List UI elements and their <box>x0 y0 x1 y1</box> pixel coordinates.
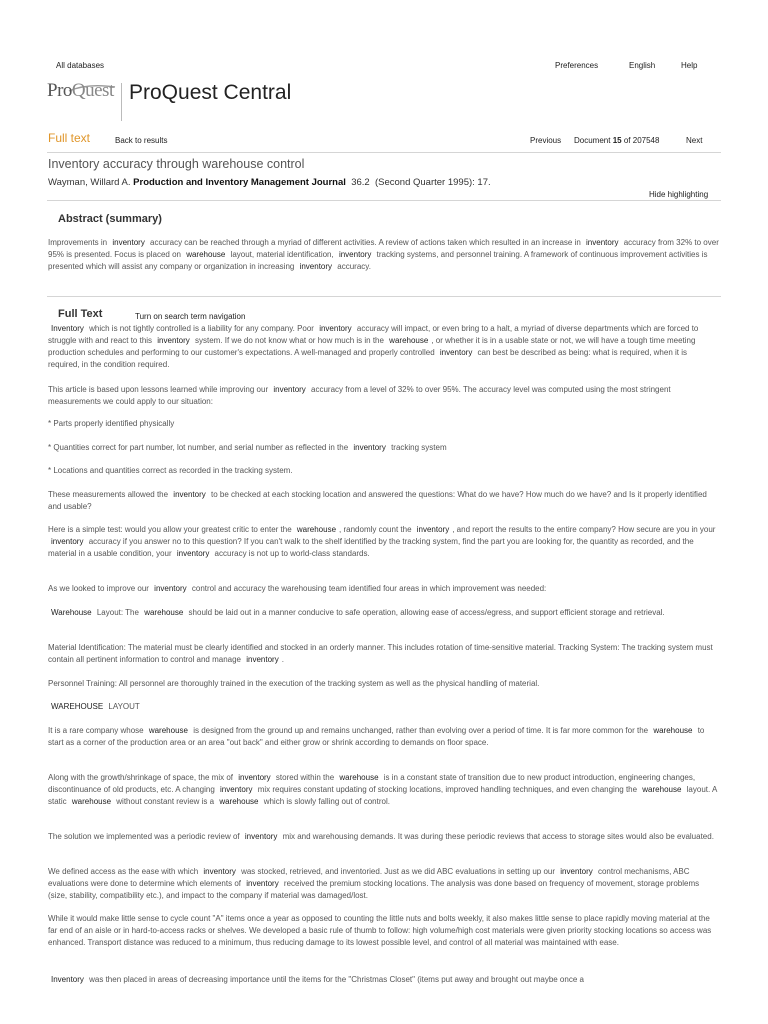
all-databases-link[interactable]: All databases <box>56 61 105 70</box>
search-term-highlight: inventory <box>176 549 210 558</box>
help-link[interactable]: Help <box>681 61 698 70</box>
fulltext-paragraph: * Parts properly identified physically <box>48 419 175 428</box>
previous-document-link[interactable]: Previous <box>530 136 562 145</box>
search-term-highlight: Warehouse <box>51 608 92 617</box>
fulltext-paragraph: This article is based upon lessons learned while improving our inventory accuracy from a level of 32% to over 95%. The accuracy level was computed using the most stringent measurements we could apply to our situation: <box>48 385 671 406</box>
search-term-highlight: warehouse <box>389 336 429 345</box>
fulltext-paragraph: While it would make little sense to cycle count "A" items once a year as opposed to counting the little nuts and bolts weekly, it also makes little sense to place rapidly moving material at the far end of an aisle or in hard-to-access racks or shelves. We developed a basic rule of thumb to follow: high volume/high cost materials were given priority stocking locations so access was enhanced. Transport distance was reduced to a minimum, thus reducing damage to its lowest possible level, and control of all material was maintained with ease. <box>48 914 712 947</box>
preferences-link[interactable]: Preferences <box>555 61 599 70</box>
back-to-results-link[interactable]: Back to results <box>115 136 168 145</box>
volume: 36.2 <box>351 177 370 188</box>
proquest-logo[interactable] <box>47 80 327 123</box>
search-term-highlight: warehouse <box>144 608 184 617</box>
fulltext-paragraph: Inventory was then placed in areas of decreasing importance until the items for the "Christmas Closet" (items put away and brought out maybe once a <box>51 975 584 984</box>
search-term-highlight: Inventory <box>51 975 84 984</box>
fulltext-paragraph: The solution we implemented was a periodic review of inventory mix and warehousing demands. It was during these periodic reviews that access to storage sites would also be evaluated. <box>48 832 714 841</box>
search-term-highlight: inventory <box>416 525 450 534</box>
search-term-highlight: inventory <box>238 773 271 782</box>
fulltext-paragraph: Here is a simple test: would you allow your greatest critic to enter the warehouse , randomly count the inventory , and report the results to the entire company? How secure are you in your inventory accuracy if you answer no to this question? If you can't walk to the shelf identified by the tracking system, find the part you are looking for, the quantity as recorded, and the material in a usable condition, your inventory accuracy is not up to world-class standards. <box>48 525 716 558</box>
abstract-heading: Abstract (summary) <box>58 213 162 225</box>
fulltext-paragraph: It is a rare company whose warehouse is designed from the ground up and remains unchanged, rather than evolving over a period of time. It is far more common for the warehouse to start as a corner of the production area or an area "out back" and either grow or shrink according to demands on floor space. <box>48 726 705 747</box>
section-subheading: WAREHOUSE LAYOUT <box>51 702 140 711</box>
search-term-highlight: warehouse <box>642 785 682 794</box>
search-term-highlight: inventory <box>246 655 279 664</box>
language-selector[interactable]: English <box>629 61 656 70</box>
product-name: ProQuest Central <box>129 81 292 104</box>
current-document-number: 15 <box>612 136 622 145</box>
logo-wordmark: ProQuest <box>47 80 114 101</box>
search-term-highlight: inventory <box>203 867 236 876</box>
search-term-highlight: inventory <box>246 879 279 888</box>
search-term-highlight: Inventory <box>51 324 84 333</box>
search-term-highlight: inventory <box>439 348 473 357</box>
search-term-highlight: inventory <box>299 262 333 271</box>
article-citation <box>48 177 491 189</box>
search-term-highlight: warehouse <box>71 797 112 806</box>
next-document-link[interactable]: Next <box>686 136 703 145</box>
search-term-highlight: warehouse <box>219 797 259 806</box>
fulltext-paragraph: We defined access as the ease with which inventory was stocked, retrieved, and inventoried. Just as we did ABC evaluations in setting up our inventory control mechanisms, ABC evaluations were done to determine which elements of inventory received the premium stocking locations. The analysis was done based on frequency of movement, storage problems (size, stability, compatibility etc.), and impact to the company if material was damaged/lost. <box>48 867 700 900</box>
search-term-highlight: inventory <box>338 250 372 259</box>
divider <box>47 200 721 201</box>
search-term-highlight: inventory <box>353 443 386 452</box>
search-term-highlight: inventory <box>51 537 84 546</box>
search-term-highlight: warehouse <box>148 726 188 735</box>
fulltext-paragraph: As we looked to improve our inventory control and accuracy the warehousing team identified four areas in which improvement was needed: <box>48 584 547 593</box>
tab-full-text[interactable]: Full text <box>48 131 91 145</box>
fulltext-paragraph: * Quantities correct for part number, lot number, and serial number as reflected in the inventory tracking system <box>48 443 447 452</box>
fulltext-paragraph: Along with the growth/shrinkage of space, the mix of inventory stored within the warehouse is in a constant state of transition due to new product introduction, engineering changes, discontinuance of old products, etc. A changing inventory mix requires constant updating of stocking locations, improved handling techniques, and even changing the warehouse layout. A static warehouse without constant review is a warehouse which is slowly falling out of control. <box>48 773 717 806</box>
search-term-highlight: inventory <box>112 238 145 247</box>
search-term-highlight: inventory <box>560 867 593 876</box>
journal-link[interactable]: Production and Inventory Management Journal <box>133 177 346 188</box>
search-term-highlight: inventory <box>173 490 206 499</box>
search-term-highlight: inventory <box>220 785 253 794</box>
article-title: Inventory accuracy through warehouse control <box>48 157 305 171</box>
search-term-highlight: WAREHOUSE <box>51 702 104 711</box>
total-documents: 207548 <box>632 136 660 145</box>
search-term-highlight: inventory <box>154 584 187 593</box>
hide-highlighting-link[interactable]: Hide highlighting <box>649 190 709 199</box>
fulltext-paragraph: Material Identification: The material must be clearly identified and stocked in an orderly manner. This includes rotation of time-sensitive material. Tracking System: The tracking system must contain all pertinent information to control and manage inventory . <box>48 643 713 664</box>
author-link[interactable]: Wayman, Willard A. <box>48 177 131 188</box>
fulltext-paragraph: Warehouse Layout: The warehouse should be laid out in a manner conducive to safe operation, allowing ease of access/egress, and support efficient storage and retrieval. <box>51 608 665 617</box>
search-term-highlight: inventory <box>244 832 278 841</box>
issue: (Second Quarter 1995): 17. <box>374 177 491 188</box>
search-term-highlight: warehouse <box>653 726 693 735</box>
fulltext-paragraph: * Locations and quantities correct as recorded in the tracking system. <box>48 466 293 475</box>
divider <box>47 152 721 153</box>
logo-divider <box>121 83 122 121</box>
abstract-text: Improvements in inventory accuracy can be reached through a myriad of different activities. A review of actions taken which resulted in an increase in inventory accuracy from 32% to over 95% is presented. Focus is placed on warehouse layout, material identification, inventory tracking systems, and personnel training. A framework of continuous improvement activities is presented which will assist any company or organization in increasing inventory accuracy. <box>48 238 719 271</box>
fulltext-paragraph: Personnel Training: All personnel are thoroughly trained in the execution of the tracking system as well as the physical handling of material. <box>48 679 540 688</box>
search-term-highlight: inventory <box>586 238 619 247</box>
search-term-navigation-toggle[interactable]: Turn on search term navigation <box>135 312 246 321</box>
search-term-highlight: warehouse <box>296 525 337 534</box>
search-term-highlight: inventory <box>319 324 352 333</box>
search-term-highlight: inventory <box>273 385 306 394</box>
document-counter: Document 15 of 207548 <box>574 136 660 145</box>
fulltext-paragraph: Inventory which is not tightly controlled is a liability for any company. Poor inventory accuracy will impact, or even bring to a halt, a myriad of diverse departments which are forced to struggle with and react to this inventory system. If we do not know what or how much is in the warehouse , or whether it is in a usable state or not, we will have a tough time meeting production schedules and performing to our customer's expectations. A well-managed and properly controlled inventory can best be described as being: what is required, when it is required, in the condition required. <box>48 324 699 369</box>
search-term-highlight: inventory <box>157 336 190 345</box>
divider <box>47 296 721 297</box>
search-term-highlight: warehouse <box>339 773 379 782</box>
fulltext-paragraph: These measurements allowed the inventory to be checked at each stocking location and answered the questions: What do we have? How much do we have? and Is it properly identified and usable? <box>48 490 707 511</box>
full-text-heading: Full Text <box>58 308 103 320</box>
search-term-highlight: warehouse <box>186 250 226 259</box>
